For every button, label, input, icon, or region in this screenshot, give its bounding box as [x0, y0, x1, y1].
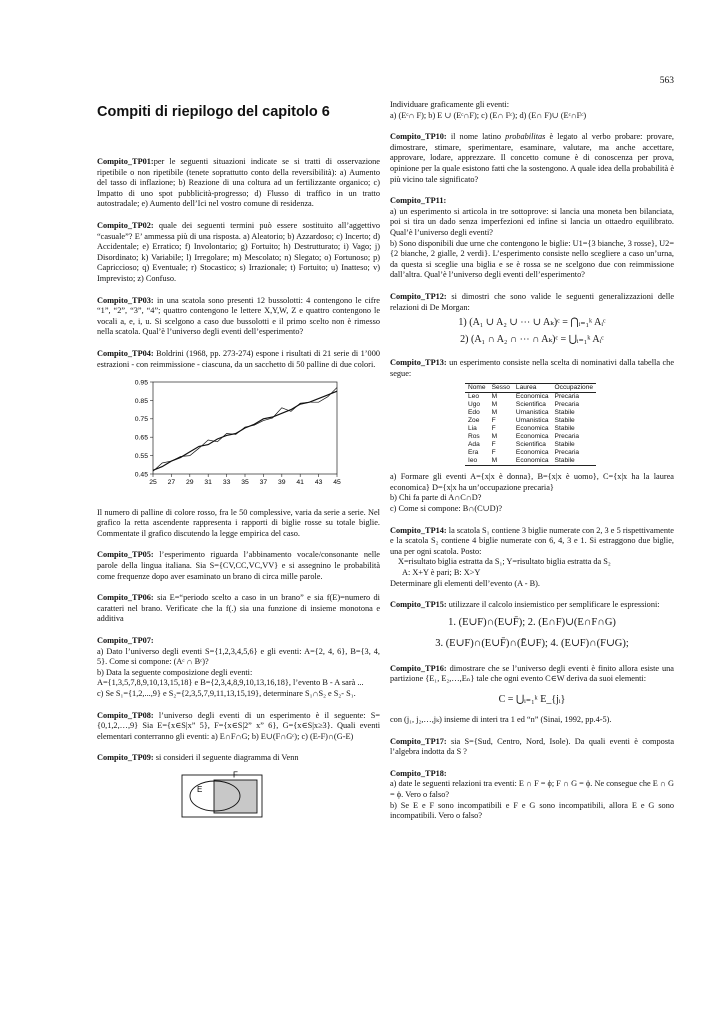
task-line: b) Data la seguente composizione degli eventi: — [97, 667, 253, 677]
table-cell: Lia — [468, 425, 477, 433]
task-label: Compito_TP02: — [97, 220, 154, 230]
table-header: Laurea — [513, 384, 552, 393]
task-text: dimostrare che se l’universo degli eventi è finito allora esiste una partizione {E₁, E₂,…,Eₙ} tale che ogni evento C∈W deriva da suoi elementi: — [390, 663, 674, 684]
task-line: a) Formare gli eventi A={x|x è donna}, B={x|x è uomo}, C={x|x ha la laurea economica} D={x|x ha un’occupazione precaria} — [390, 472, 674, 492]
table-cell: Ieo — [465, 457, 489, 466]
table-cell: Precaria — [554, 393, 580, 401]
x-tick-label: 37 — [259, 479, 268, 487]
table-cell: Precaria — [554, 433, 580, 441]
task-text: a) un esperimento si articola in tre sottoprove: si lancia una moneta ben bilanciata, poi si tira un dado senza imperfezioni ed infine si lancia un ottaedro equilibrato. Qual’è l’universo degli eventi? — [390, 206, 674, 237]
table-row — [465, 441, 596, 449]
table-cell: Precaria — [554, 401, 580, 409]
y-tick-label: 0.55 — [134, 453, 148, 461]
table-cell: F — [491, 417, 496, 425]
y-tick-label: 0.95 — [134, 379, 148, 387]
task-text: utilizzare il calcolo insiemistico per semplificare le espressioni: — [446, 600, 660, 610]
venn-diagram — [181, 768, 380, 824]
x-tick-label: 35 — [241, 479, 249, 487]
y-tick-label: 0.65 — [134, 434, 148, 442]
task-text: un esperimento consiste nella scelta di nominativi dalla tabella che segue: — [390, 358, 674, 378]
task-tp08 — [97, 711, 380, 743]
y-tick-label: 0.75 — [134, 416, 148, 424]
task-line: X=risultato biglia estratta da S₁; Y=risultato biglia estratta da S₂ — [398, 557, 611, 567]
y-tick-label: 0.85 — [134, 397, 148, 405]
task-text: b) Sono disponibili due urne che contengono le biglie: U1={3 bianche, 3 rosse}, U2={2 bianche, 2 gialle, 2 verdi}. L’esperimento consiste nello scegliere a caso un’urna, da questa si sceglie una biglia e se è rossa se ne scelgono due con reimmissione dall’altra. Qual’è l’universo degli eventi dell’esperimento? — [390, 238, 674, 280]
task-label: Compito_TP11: — [390, 196, 447, 206]
table-cell: M — [491, 393, 498, 401]
venn-set-f — [214, 780, 257, 813]
left-column — [97, 100, 380, 835]
task-tp18 — [390, 769, 674, 822]
table-cell: Economica — [515, 449, 549, 457]
task-label: Compito_TP17: — [390, 736, 447, 746]
formula-demorgan-1: 1) (A₁ ∪ A₂ ∪ ⋯ ∪ Aₖ)ᶜ = ⋂ᵢ₌₁ᵏ Aᵢᶜ — [458, 317, 606, 329]
table-cell: Stabile — [554, 441, 575, 449]
task-label: Compito_TP16: — [390, 663, 447, 673]
task-label: Compito_TP12: — [390, 291, 447, 301]
task-text: a) date le seguenti relazioni tra eventi: E ∩ F = ϕ; F ∩ G = ϕ. Ne consegue che E ∩ G = ϕ. Vero o falso? — [390, 779, 674, 799]
task-line: A: X+Y è pari; B: X>Y — [402, 568, 481, 578]
task-tp09-continued — [390, 100, 674, 121]
task-text: la scatola S₁ contiene 3 biglie numerate con 2, 3 e 5 rispettivamente e la scatola S₂ contiene 4 biglie numerate con 6, 4, 3 e 1. Si estraggono due biglie, una per ogni scatola. Posto: — [390, 525, 674, 556]
task-text: l’universo degli eventi di un esperimento è il seguente: S={0,1,2,…,9} Sia E={x∈S|x” 5}, F={x∈S|2” x” 6}, G={x∈S|x≥3}. Quali eventi elementari conterranno gli eventi: a) E∩F∩G; b) E∪(F∩Gᶜ); c) (E-F)∩(G-E) — [97, 710, 381, 741]
series-line-1 — [153, 391, 337, 470]
formula-demorgan-2: 2) (A₁ ∩ A₂ ∩ ⋯ ∩ Aₖ)ᶜ = ⋃ᵢ₌₁ᵏ Aᵢᶜ — [460, 334, 604, 346]
table-row — [465, 457, 596, 466]
venn-label-e: E — [197, 784, 203, 794]
task-tp02 — [97, 221, 380, 285]
table-row — [465, 417, 596, 425]
task-line: b) Chi fa parte di A∩C∩D? — [390, 493, 482, 503]
task-tp15 — [390, 600, 674, 653]
task-label: Compito_TP14: — [390, 525, 447, 535]
task-line: c) Come si compone: B∩(C∪D)? — [390, 504, 503, 514]
task-label: Compito_TP04: — [97, 348, 154, 358]
table-cell: Economica — [515, 393, 549, 401]
x-tick-label: 45 — [333, 479, 341, 487]
task-tp03 — [97, 296, 380, 338]
task-tp14 — [390, 526, 674, 590]
task-text: Individuare graficamente gli eventi: — [390, 100, 510, 109]
table-cell: Leo — [468, 393, 480, 401]
task-label: Compito_TP07: — [97, 636, 154, 646]
table-cell: Stabile — [554, 417, 575, 425]
task-tp06 — [97, 593, 380, 625]
page-number: 563 — [659, 76, 674, 86]
task-text: il nome latino — [446, 132, 506, 142]
table-row — [465, 449, 596, 457]
table-cell: Era — [468, 449, 479, 457]
table-cell: Zoe — [468, 417, 480, 425]
table-cell: F — [491, 425, 496, 433]
table-cell: Economica — [515, 425, 549, 433]
x-tick-label: 33 — [222, 479, 231, 487]
x-tick-label: 25 — [149, 479, 157, 487]
task-line: A={1,3,5,7,8,9,10,13,15,18} e B={2,3,4,8,9,10,13,16,18}, l’evento B - A sarà ... — [97, 678, 364, 688]
table-cell: Edo — [468, 409, 480, 417]
table-cell: Stabile — [552, 457, 597, 466]
table-body — [465, 393, 596, 466]
venn-svg — [181, 768, 265, 820]
chart-container — [115, 374, 380, 498]
table-cell: Ada — [468, 441, 480, 449]
chapter-title: Compiti di riepilogo del capitolo 6 — [97, 104, 330, 120]
task-text: l’esperimento riguarda l’abbinamento vocale/consonante nelle parole della lingua italiana. Sia S={CV,CC,VC,VV} e si assegnino le probabilità come frequenze dopo aver esaminato un brano di circa mille parole. — [97, 550, 380, 581]
table-cell: Stabile — [554, 409, 575, 417]
task-label: Compito_TP06: — [97, 593, 154, 603]
task-text: sia S={Sud, Centro, Nord, Isole). Da quali eventi è composta l’algebra indotta da S ? — [390, 736, 674, 757]
table-cell: Economica — [513, 457, 552, 466]
task-label: Compito_TP18: — [390, 768, 447, 778]
table-cell: Scientifica — [515, 441, 546, 449]
task-tp05 — [97, 550, 380, 582]
table-cell: Ros — [468, 433, 480, 441]
task-text: per le seguenti situazioni indicate se si tratti di osservazione ripetibile o non ripetibile (tenete soprattutto conto della reversibilità): a) Aumento del tasso di inflazione; b) Reazione di una coltura ad un fertilizzante organico; c) Impatto di uno spot pubblicità-progresso; d) Flusso di traffico in un tratto autostradale; e) Aumento dell’Ici nel vostro comune di residenza. — [97, 157, 380, 209]
table-cell: F — [491, 441, 496, 449]
task-tp09 — [97, 753, 380, 823]
task-tp16 — [390, 664, 674, 726]
table-cell: Umanistica — [515, 409, 549, 417]
table-cell: Ugo — [468, 401, 481, 409]
task-label: Compito_TP01: — [97, 157, 154, 166]
task-line: Determinare gli elementi dell’evento (A - B). — [390, 578, 540, 588]
table-row — [465, 425, 596, 433]
line-chart — [115, 374, 345, 494]
y-tick-label: 0.45 — [134, 471, 148, 479]
nominativi-table — [465, 383, 596, 466]
task-text: si dimostri che sono valide le seguenti generalizzazioni delle relazioni di De Morgan: — [390, 291, 674, 312]
task-label: Compito_TP09: — [97, 753, 154, 763]
table-row — [465, 409, 596, 417]
table-cell: Economica — [515, 433, 549, 441]
task-tp11 — [390, 196, 674, 281]
task-text: quale dei seguenti termini può essere sostituito all’aggettivo “casuale”? E’ ammessa più di una risposta. a) Aleatorio; b) Azzardoso; c) Incerto; d) Accidentale; e) Erratico; f) Involontario; g) Fortuito; h) Destrutturato; i) Vago; j) Disordinato; k) Variabile; l) Irregolare; m) Mescolato; n) Slegato; o) Fortunoso; p) Capriccioso; q) Eventuale; r) Stocastico; s) Irrazionale; t) Fortuito; u) Inatteso; v) Imprevisto; z) Confuso. — [97, 220, 380, 283]
task-text: è legato al verbo probare: provare, dimostrare, stimare, sperimentare, esaminare, valutare, ma anche accettare, approvare, lodare, apprezzare. Il concetto comune è di conoscenza per prova, opinione per la quale esistono fatti che la sostengono. A quale idea della probabilità è più vicino tale significato? — [390, 132, 674, 184]
table-header: Occupazione — [552, 384, 597, 393]
x-tick-label: 29 — [186, 479, 194, 487]
task-label: Compito_TP05: — [97, 550, 154, 560]
x-tick-label: 43 — [314, 479, 323, 487]
table-header: Sesso — [489, 384, 513, 393]
series-line-2 — [153, 388, 337, 472]
task-line: c) Se S₁={1,2,...,9} e S₂={2,3,5,7,9,11,13,15,19}, determinare S₁∩S₂ e S₂- S₁. — [97, 689, 356, 698]
task-line: a) Dato l’universo degli eventi S={1,2,3,4,5,6} e gli eventi: A={2, 4, 6}, B={3, 4, 5}. Come si compone: (Aᶜ ∩ Bᶜ)? — [97, 646, 380, 667]
latin-word: probabilitas — [505, 132, 546, 142]
task-text: Boldrini (1968, pp. 273-274) espone i risultati di 21 serie di 1’000 estrazioni - con reimmissione - ciascuna, da un sacchetto di 50 palline di due colori. — [97, 348, 381, 369]
table-cell: Stabile — [554, 425, 575, 433]
task-text: sia E=“periodo scelto a caso in un brano” e sia f(E)=numero di caratteri nel brano. Verificate che la f(.) sia una funzione di insieme monotona e additiva — [97, 593, 380, 624]
table-cell: Precaria — [554, 449, 580, 457]
task-label: Compito_TP03: — [97, 295, 154, 305]
table-row — [465, 393, 596, 402]
task-tp13 — [390, 358, 674, 515]
table-header-row — [465, 384, 596, 393]
x-tick-label: 41 — [296, 479, 304, 487]
formula-line-2: 3. (E∪F)∩(E∪F̄)∩(Ē∪F); 4. (E∪F)∩(F∪G); — [435, 637, 629, 649]
task-label: Compito_TP08: — [97, 710, 154, 720]
task-text: b) Se E e F sono incompatibili e F e G sono incompatibili, allora E e G sono incompatibili. Vero o falso? — [390, 800, 674, 821]
task-tp10 — [390, 132, 674, 185]
task-tp07 — [97, 636, 380, 700]
x-tick-label: 39 — [278, 479, 286, 487]
table-cell: Scientifica — [515, 401, 546, 409]
task-label: Compito_TP13: — [390, 358, 447, 368]
venn-label-f: F — [233, 770, 238, 780]
task-tp04 — [97, 349, 380, 540]
task-text-after-chart: Il numero di palline di colore rosso, fra le 50 complessive, varia da serie a serie. Nel grafico la retta ascendente rappresenta i rapporti di biglie rosse su totale biglie. Commentate il grafico discutendo la legge empirica del caso. — [97, 507, 380, 538]
formula-partition: C = ⋃ᵢ₌₁ᵏ E_{jᵢ} — [498, 694, 566, 705]
table-header: Nome — [465, 384, 489, 393]
task-text: in una scatola sono presenti 12 bussolotti: 4 contengono le cifre “1”, “2”, “3”, “4”; quattro contengono le lettere X,Y,W, Z e quattro contengono le vocali a, e, i, u. Si scelgono a caso due bussolotti e il primo scelto non è rimesso nella scatola. Qual’è l’universo degli eventi dell’esperimento? — [97, 295, 380, 337]
table-cell: M — [491, 409, 498, 417]
task-text: a) (Eᶜ∩ F); b) E ∪ (Eᶜ∩F); c) (E∩ Fᶜ); d) (E∩ F)∪ (Eᶜ∩Fᶜ) — [390, 110, 587, 120]
table-cell: M — [491, 401, 498, 409]
right-column — [390, 100, 674, 833]
task-text: si consideri il seguente diagramma di Venn — [155, 753, 299, 763]
table-cell: Umanistica — [515, 417, 549, 425]
task-tp12 — [390, 292, 674, 347]
task-label: Compito_TP10: — [390, 132, 447, 142]
task-text: con (j₁, j₂,…,jₖ) insieme di interi tra 1 ed “n” (Sinai, 1992, pp.4-5). — [390, 715, 612, 724]
x-tick-label: 27 — [167, 479, 176, 487]
x-tick-label: 31 — [204, 479, 212, 487]
task-tp17 — [390, 737, 674, 758]
table-cell: M — [489, 457, 513, 466]
formula-line-1: 1. (E∪F)∩(E∪F̄); 2. (E∩F)∪(E∩F∩G) — [448, 616, 616, 628]
table-row — [465, 401, 596, 409]
task-tp01 — [97, 157, 380, 210]
table-row — [465, 433, 596, 441]
table-cell: F — [491, 449, 496, 457]
table-cell: M — [491, 433, 498, 441]
task-label: Compito_TP15: — [390, 600, 447, 610]
